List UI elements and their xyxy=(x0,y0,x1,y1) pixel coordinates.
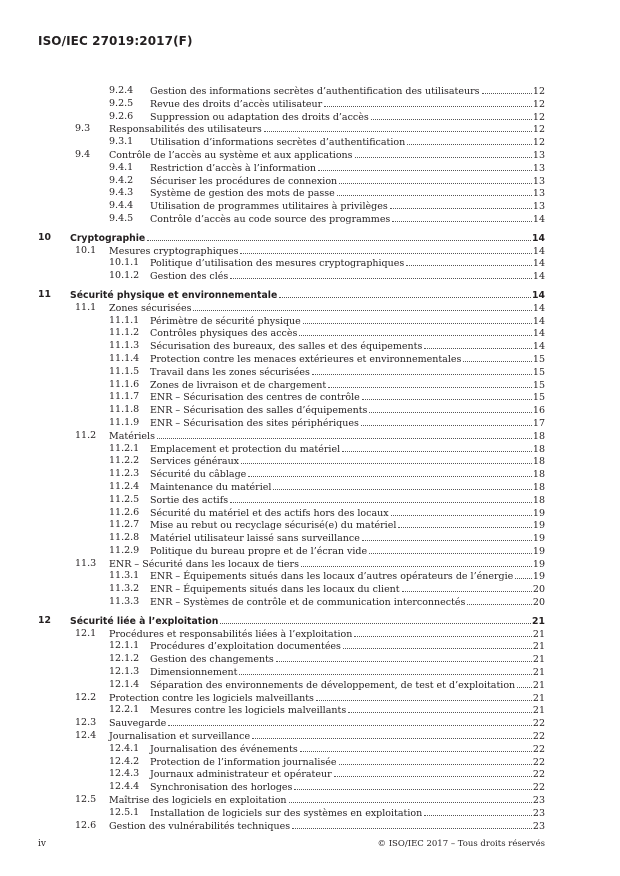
toc-entry[interactable] xyxy=(38,257,545,270)
dot-leader xyxy=(391,507,532,516)
toc-entry-page: 12 xyxy=(532,137,545,149)
toc-entry[interactable] xyxy=(38,615,545,628)
toc-entry[interactable] xyxy=(38,532,545,545)
toc-entry-title: Gestion des changements xyxy=(150,654,274,666)
toc-entry-page: 21 xyxy=(532,654,545,666)
dot-leader xyxy=(312,366,532,375)
toc-entry[interactable] xyxy=(38,430,545,443)
toc-entry-page: 22 xyxy=(532,731,545,743)
toc-entry-number: 9.3.1 xyxy=(109,136,134,148)
toc-entry-title: Emplacement et protection du matériel xyxy=(150,443,341,455)
toc-entry[interactable] xyxy=(38,507,545,520)
toc-entry[interactable] xyxy=(38,679,545,692)
dot-leader xyxy=(241,455,532,464)
toc-entry[interactable] xyxy=(38,232,545,245)
dot-leader xyxy=(369,545,532,554)
toc-entry-page: 20 xyxy=(532,584,545,596)
toc-entry-title: ENR – Sécurisation des salles d’équipements xyxy=(150,405,368,417)
toc-entry-number: 10.1.2 xyxy=(109,270,140,282)
toc-entry-title: ENR – Sécurité dans les locaux de tiers xyxy=(109,558,299,570)
toc-entry-number: 9.4 xyxy=(75,148,91,160)
toc-entry[interactable] xyxy=(38,628,545,641)
dot-leader xyxy=(517,679,532,688)
toc-entry-number: 11 xyxy=(38,288,51,300)
toc-entry-page: 21 xyxy=(532,705,545,717)
toc-entry[interactable] xyxy=(38,704,545,717)
toc-entry[interactable] xyxy=(38,596,545,609)
toc-entry[interactable] xyxy=(38,781,545,794)
toc-entry[interactable] xyxy=(38,366,545,379)
toc-entry[interactable] xyxy=(38,730,545,743)
toc-entry-title: Sortie des actifs xyxy=(150,494,229,506)
dot-leader xyxy=(303,315,532,324)
toc-entry-number: 12.6 xyxy=(75,819,97,831)
toc-entry[interactable] xyxy=(38,245,545,258)
toc-entry-number: 12.1.4 xyxy=(109,678,140,690)
toc-entry-title: Protection de l’information journalisée xyxy=(150,756,337,768)
toc-entry-number: 12 xyxy=(38,614,51,626)
toc-entry-page: 19 xyxy=(532,533,545,545)
toc-entry-title: Sécurité du matériel et des actifs hors des locaux xyxy=(150,507,389,519)
toc-entry-title: Sécurité liée à l’exploitation xyxy=(70,615,219,627)
toc-entry[interactable] xyxy=(38,270,545,283)
toc-entry-page: 19 xyxy=(532,571,545,583)
dot-leader xyxy=(339,756,532,765)
toc-entry-number: 11.2.4 xyxy=(109,480,140,492)
toc-entry[interactable] xyxy=(38,136,545,149)
toc-entry-title: Restriction d’accès à l’information xyxy=(150,162,317,174)
dot-leader xyxy=(220,615,531,624)
toc-entry-number: 9.4.5 xyxy=(109,212,134,224)
toc-entry-number: 9.4.4 xyxy=(109,200,134,212)
dot-leader xyxy=(316,692,532,701)
toc-entry-number: 12.4.1 xyxy=(109,742,140,754)
dot-leader xyxy=(463,353,532,362)
dot-leader xyxy=(230,270,532,279)
dot-leader xyxy=(342,443,532,452)
toc-entry-title: Protection contre les logiciels malveillants xyxy=(109,692,314,704)
dot-leader xyxy=(398,519,532,528)
toc-entry-number: 11.2.2 xyxy=(109,455,140,467)
toc-entry-number: 12.2.1 xyxy=(109,704,140,716)
toc-entry-page: 13 xyxy=(532,201,545,213)
toc-entry-page: 19 xyxy=(532,545,545,557)
dot-leader xyxy=(289,794,532,803)
dot-leader xyxy=(407,136,532,145)
toc-entry[interactable] xyxy=(38,111,545,124)
toc-entry-number: 12.4.3 xyxy=(109,768,140,780)
dot-leader xyxy=(424,340,532,349)
toc-entry-page: 15 xyxy=(532,366,545,378)
toc-entry-page: 23 xyxy=(532,820,545,832)
toc-entry[interactable] xyxy=(38,455,545,468)
toc-entry-number: 9.2.4 xyxy=(109,85,134,96)
toc-entry-page: 21 xyxy=(532,641,545,653)
toc-entry-page: 12 xyxy=(532,98,545,110)
toc-entry[interactable] xyxy=(38,417,545,430)
toc-entry[interactable] xyxy=(38,519,545,532)
toc-entry-number: 9.2.6 xyxy=(109,110,134,122)
toc-entry-page: 21 xyxy=(532,628,545,640)
dot-leader xyxy=(294,781,531,790)
dot-leader xyxy=(292,820,532,829)
toc-entry-page: 19 xyxy=(532,507,545,519)
toc-entry-number: 11.1.7 xyxy=(109,391,140,403)
toc-entry-page: 22 xyxy=(532,782,545,794)
toc-entry[interactable] xyxy=(38,743,545,756)
toc-entry-number: 11.2 xyxy=(75,429,97,441)
toc-entry-page: 13 xyxy=(532,149,545,161)
toc-entry[interactable] xyxy=(38,327,545,340)
toc-entry-number: 11.2.6 xyxy=(109,506,140,518)
toc-entry[interactable] xyxy=(38,794,545,807)
toc-entry-title: Cryptographie xyxy=(70,232,146,244)
toc-entry-page: 19 xyxy=(532,558,545,570)
toc-entry-title: Protection contre les menaces extérieures et environnementales xyxy=(150,353,462,365)
dot-leader xyxy=(424,807,532,816)
toc-entry[interactable] xyxy=(38,583,545,596)
toc-entry-title: Mesures cryptographiques xyxy=(109,245,239,257)
toc-entry-page: 18 xyxy=(532,494,545,506)
toc-entry[interactable] xyxy=(38,468,545,481)
toc-entry-title: Synchronisation des horloges xyxy=(150,782,293,794)
toc-entry-title: Séparation des environnements de développement, de test et d’exploitation xyxy=(150,679,516,691)
toc-entry-page: 16 xyxy=(532,405,545,417)
table-of-contents xyxy=(38,85,545,832)
toc-entry-page: 14 xyxy=(532,315,545,327)
toc-entry-number: 11.1.3 xyxy=(109,340,140,352)
toc-entry-number: 9.2.5 xyxy=(109,97,134,109)
dot-leader xyxy=(276,653,532,662)
dot-leader xyxy=(467,596,531,605)
toc-entry-number: 10.1.1 xyxy=(109,257,140,269)
dot-leader xyxy=(371,111,532,120)
toc-entry-page: 15 xyxy=(532,353,545,365)
toc-entry-page: 14 xyxy=(532,289,545,301)
toc-entry-number: 12.4.2 xyxy=(109,755,140,767)
dot-leader xyxy=(354,628,532,637)
toc-entry[interactable] xyxy=(38,807,545,820)
toc-entry-number: 11.1.5 xyxy=(109,365,140,377)
toc-entry-page: 18 xyxy=(532,456,545,468)
toc-entry-page: 21 xyxy=(532,679,545,691)
dot-leader xyxy=(147,232,531,241)
toc-entry-number: 11.1.6 xyxy=(109,378,140,390)
toc-entry-number: 11.3.1 xyxy=(109,570,140,582)
toc-entry-page: 15 xyxy=(532,392,545,404)
dot-leader xyxy=(279,289,531,298)
dot-leader xyxy=(248,468,532,477)
toc-entry-title: Services généraux xyxy=(150,456,240,468)
toc-entry-number: 12.4 xyxy=(75,730,97,742)
toc-entry-page: 14 xyxy=(532,328,545,340)
toc-entry-number: 11.2.1 xyxy=(109,442,140,454)
toc-entry-title: Sauvegarde xyxy=(109,718,167,730)
toc-entry[interactable] xyxy=(38,85,545,98)
dot-leader xyxy=(324,98,532,107)
toc-entry-page: 14 xyxy=(532,341,545,353)
dot-leader xyxy=(301,558,532,567)
dot-leader xyxy=(299,327,532,336)
dot-leader xyxy=(402,583,532,592)
toc-entry-page: 14 xyxy=(532,213,545,225)
dot-leader xyxy=(406,257,532,266)
toc-entry-title: Contrôle de l’accès au système et aux applications xyxy=(109,149,353,161)
toc-entry-title: Maîtrise des logiciels en exploitation xyxy=(109,795,287,807)
dot-leader xyxy=(362,391,532,400)
dot-leader xyxy=(252,730,532,739)
toc-entry-title: Contrôles physiques des accès xyxy=(150,328,298,340)
toc-entry-title: Journaux administrateur et opérateur xyxy=(150,769,332,781)
toc-entry-number: 11.1.8 xyxy=(109,404,140,416)
toc-entry[interactable] xyxy=(38,162,545,175)
toc-entry-page: 14 xyxy=(532,232,545,244)
toc-entry-title: Procédures d’exploitation documentées xyxy=(150,641,341,653)
toc-entry-title: Suppression ou adaptation des droits d’accès xyxy=(150,111,369,123)
dot-leader xyxy=(482,85,532,94)
toc-entry-title: Matériel utilisateur laissé sans surveillance xyxy=(150,533,360,545)
toc-entry-title: Utilisation de programmes utilitaires à privilèges xyxy=(150,201,388,213)
dot-leader xyxy=(343,640,532,649)
toc-entry-page: 22 xyxy=(532,769,545,781)
toc-entry-number: 12.1.2 xyxy=(109,653,140,665)
toc-entry-page: 12 xyxy=(532,86,545,97)
toc-entry-number: 9.4.1 xyxy=(109,161,134,173)
toc-entry-page: 19 xyxy=(532,520,545,532)
toc-entry-title: Utilisation d’informations secrètes d’authentification xyxy=(150,137,406,149)
toc-entry[interactable] xyxy=(38,756,545,769)
toc-entry-title: Dimensionnement xyxy=(150,667,238,679)
toc-entry[interactable] xyxy=(38,404,545,417)
toc-entry-title: ENR – Systèmes de contrôle et de communication interconnectés xyxy=(150,597,466,609)
toc-entry-page: 22 xyxy=(532,718,545,730)
dot-leader xyxy=(193,302,531,311)
toc-entry[interactable] xyxy=(38,289,545,302)
toc-entry-number: 11.2.8 xyxy=(109,532,140,544)
toc-entry[interactable] xyxy=(38,379,545,392)
toc-entry[interactable] xyxy=(38,545,545,558)
toc-entry-title: Système de gestion des mots de passe xyxy=(150,188,335,200)
toc-entry[interactable] xyxy=(38,717,545,730)
toc-entry-number: 12.1.3 xyxy=(109,666,140,678)
toc-entry[interactable] xyxy=(38,820,545,833)
dot-leader xyxy=(328,379,532,388)
toc-entry[interactable] xyxy=(38,175,545,188)
toc-entry-page: 14 xyxy=(532,245,545,257)
toc-entry-number: 11.1.1 xyxy=(109,314,140,326)
toc-entry-number: 12.3 xyxy=(75,717,97,729)
toc-entry-title: Travail dans les zones sécurisées xyxy=(150,366,310,378)
toc-entry-number: 11.3.3 xyxy=(109,596,140,608)
dot-leader xyxy=(334,768,532,777)
toc-entry-number: 11.2.5 xyxy=(109,493,140,505)
dot-leader xyxy=(339,175,532,184)
toc-entry[interactable] xyxy=(38,391,545,404)
toc-entry-page: 20 xyxy=(532,597,545,609)
toc-entry-title: ENR – Équipements situés dans les locaux d’autres opérateurs de l’énergie xyxy=(150,571,514,583)
toc-entry-page: 23 xyxy=(532,795,545,807)
toc-entry-number: 12.1.1 xyxy=(109,640,140,652)
toc-entry[interactable] xyxy=(38,315,545,328)
toc-entry-number: 9.4.2 xyxy=(109,174,134,186)
toc-entry[interactable] xyxy=(38,494,545,507)
toc-entry[interactable] xyxy=(38,768,545,781)
toc-entry-number: 11.3.2 xyxy=(109,583,140,595)
document-id: ISO/IEC 27019:2017(F) xyxy=(38,34,193,48)
toc-entry-title: Contrôle d’accès au code source des programmes xyxy=(150,213,391,225)
toc-entry-page: 12 xyxy=(532,111,545,123)
copyright-notice: © ISO/IEC 2017 – Tous droits réservés xyxy=(377,839,545,849)
toc-entry-title: Gestion des informations secrètes d’authentification des utilisateurs xyxy=(150,86,480,97)
toc-entry-page: 18 xyxy=(532,481,545,493)
toc-entry-page: 23 xyxy=(532,807,545,819)
toc-entry[interactable] xyxy=(38,213,545,226)
dot-leader xyxy=(240,245,531,254)
dot-leader xyxy=(239,666,531,675)
toc-entry-number: 11.1.4 xyxy=(109,352,140,364)
toc-entry-title: Mesures contre les logiciels malveillants xyxy=(150,705,347,717)
toc-entry-number: 10 xyxy=(38,231,51,243)
toc-entry[interactable] xyxy=(38,666,545,679)
dot-leader xyxy=(515,570,532,579)
toc-entry-title: Journalisation et surveillance xyxy=(109,731,251,743)
dot-leader xyxy=(264,123,532,132)
toc-entry-title: Gestion des vulnérabilités techniques xyxy=(109,820,291,832)
dot-leader xyxy=(348,704,532,713)
toc-entry-page: 21 xyxy=(532,692,545,704)
dot-leader xyxy=(318,162,532,171)
dot-leader xyxy=(300,743,532,752)
dot-leader xyxy=(361,417,532,426)
page-number: iv xyxy=(38,839,46,849)
dot-leader xyxy=(157,430,532,439)
toc-entry[interactable] xyxy=(38,640,545,653)
toc-entry-title: Zones de livraison et de chargement xyxy=(150,379,327,391)
dot-leader xyxy=(273,481,531,490)
toc-entry[interactable] xyxy=(38,443,545,456)
toc-entry-number: 11.1 xyxy=(75,301,97,313)
toc-entry-page: 21 xyxy=(532,615,545,627)
toc-entry[interactable] xyxy=(38,187,545,200)
toc-entry[interactable] xyxy=(38,149,545,162)
toc-entry-page: 22 xyxy=(532,756,545,768)
toc-entry-title: ENR – Sécurisation des centres de contrôle xyxy=(150,392,360,404)
dot-leader xyxy=(355,149,532,158)
toc-entry-page: 14 xyxy=(532,258,545,270)
toc-entry-title: Sécurité physique et environnementale xyxy=(70,289,278,301)
toc-entry-number: 11.3 xyxy=(75,557,97,569)
toc-entry[interactable] xyxy=(38,353,545,366)
dot-leader xyxy=(390,200,532,209)
toc-entry-number: 9.4.3 xyxy=(109,187,134,199)
toc-entry-number: 11.1.9 xyxy=(109,416,140,428)
toc-entry-title: Zones sécurisées xyxy=(109,302,192,314)
toc-entry-title: Politique d’utilisation des mesures cryptographiques xyxy=(150,258,405,270)
toc-entry-title: Mise au rebut ou recyclage sécurisé(e) du matériel xyxy=(150,520,397,532)
toc-entry-page: 22 xyxy=(532,743,545,755)
dot-leader xyxy=(362,532,532,541)
toc-entry-page: 18 xyxy=(532,430,545,442)
toc-entry-page: 14 xyxy=(532,271,545,283)
toc-entry-number: 12.5.1 xyxy=(109,806,140,818)
toc-entry-title: Politique du bureau propre et de l’écran vide xyxy=(150,545,368,557)
toc-entry-page: 13 xyxy=(532,188,545,200)
toc-entry-title: ENR – Équipements situés dans les locaux du client xyxy=(150,584,400,596)
toc-entry-number: 12.5 xyxy=(75,794,97,806)
toc-entry-title: Gestion des clés xyxy=(150,271,229,283)
dot-leader xyxy=(230,494,532,503)
toc-entry-title: Sécurité du câblage xyxy=(150,469,247,481)
toc-entry-number: 11.2.7 xyxy=(109,519,140,531)
toc-entry-title: Matériels xyxy=(109,430,155,442)
toc-entry[interactable] xyxy=(38,340,545,353)
toc-entry-number: 12.1 xyxy=(75,627,97,639)
toc-entry-title: Maintenance du matériel xyxy=(150,481,272,493)
toc-entry-number: 11.1.2 xyxy=(109,327,140,339)
toc-entry[interactable] xyxy=(38,481,545,494)
toc-entry-number: 11.2.3 xyxy=(109,468,140,480)
toc-entry-title: Revue des droits d’accès utilisateur xyxy=(150,98,323,110)
toc-entry-title: Sécurisation des bureaux, des salles et des équipements xyxy=(150,341,423,353)
toc-entry-title: ENR – Sécurisation des sites périphériques xyxy=(150,417,359,429)
toc-entry[interactable] xyxy=(38,98,545,111)
toc-entry-page: 17 xyxy=(532,417,545,429)
toc-entry[interactable] xyxy=(38,558,545,571)
toc-entry-title: Périmètre de sécurité physique xyxy=(150,315,301,327)
toc-entry-page: 15 xyxy=(532,379,545,391)
toc-entry[interactable] xyxy=(38,302,545,315)
toc-entry-page: 14 xyxy=(532,302,545,314)
dot-leader xyxy=(392,213,532,222)
dot-leader xyxy=(168,717,532,726)
toc-entry-title: Procédures et responsabilités liées à l’exploitation xyxy=(109,628,353,640)
toc-entry-page: 18 xyxy=(532,443,545,455)
toc-entry-number: 9.3 xyxy=(75,123,91,135)
toc-entry-number: 12.4.4 xyxy=(109,781,140,793)
toc-entry-number: 10.1 xyxy=(75,244,97,256)
toc-entry-title: Installation de logiciels sur des systèmes en exploitation xyxy=(150,807,423,819)
toc-entry-page: 21 xyxy=(532,667,545,679)
toc-entry-page: 12 xyxy=(532,124,545,136)
toc-entry-title: Sécuriser les procédures de connexion xyxy=(150,175,338,187)
toc-entry-page: 13 xyxy=(532,175,545,187)
toc-entry-title: Journalisation des événements xyxy=(150,743,298,755)
toc-entry-number: 11.2.9 xyxy=(109,544,140,556)
toc-entry[interactable] xyxy=(38,123,545,136)
toc-entry[interactable] xyxy=(38,570,545,583)
dot-leader xyxy=(337,187,532,196)
toc-entry-number: 12.2 xyxy=(75,691,97,703)
toc-entry-page: 18 xyxy=(532,469,545,481)
toc-entry[interactable] xyxy=(38,692,545,705)
toc-entry-page: 13 xyxy=(532,162,545,174)
toc-entry-title: Responsabilités des utilisateurs xyxy=(109,124,262,136)
toc-entry[interactable] xyxy=(38,653,545,666)
toc-entry[interactable] xyxy=(38,200,545,213)
dot-leader xyxy=(369,404,531,413)
